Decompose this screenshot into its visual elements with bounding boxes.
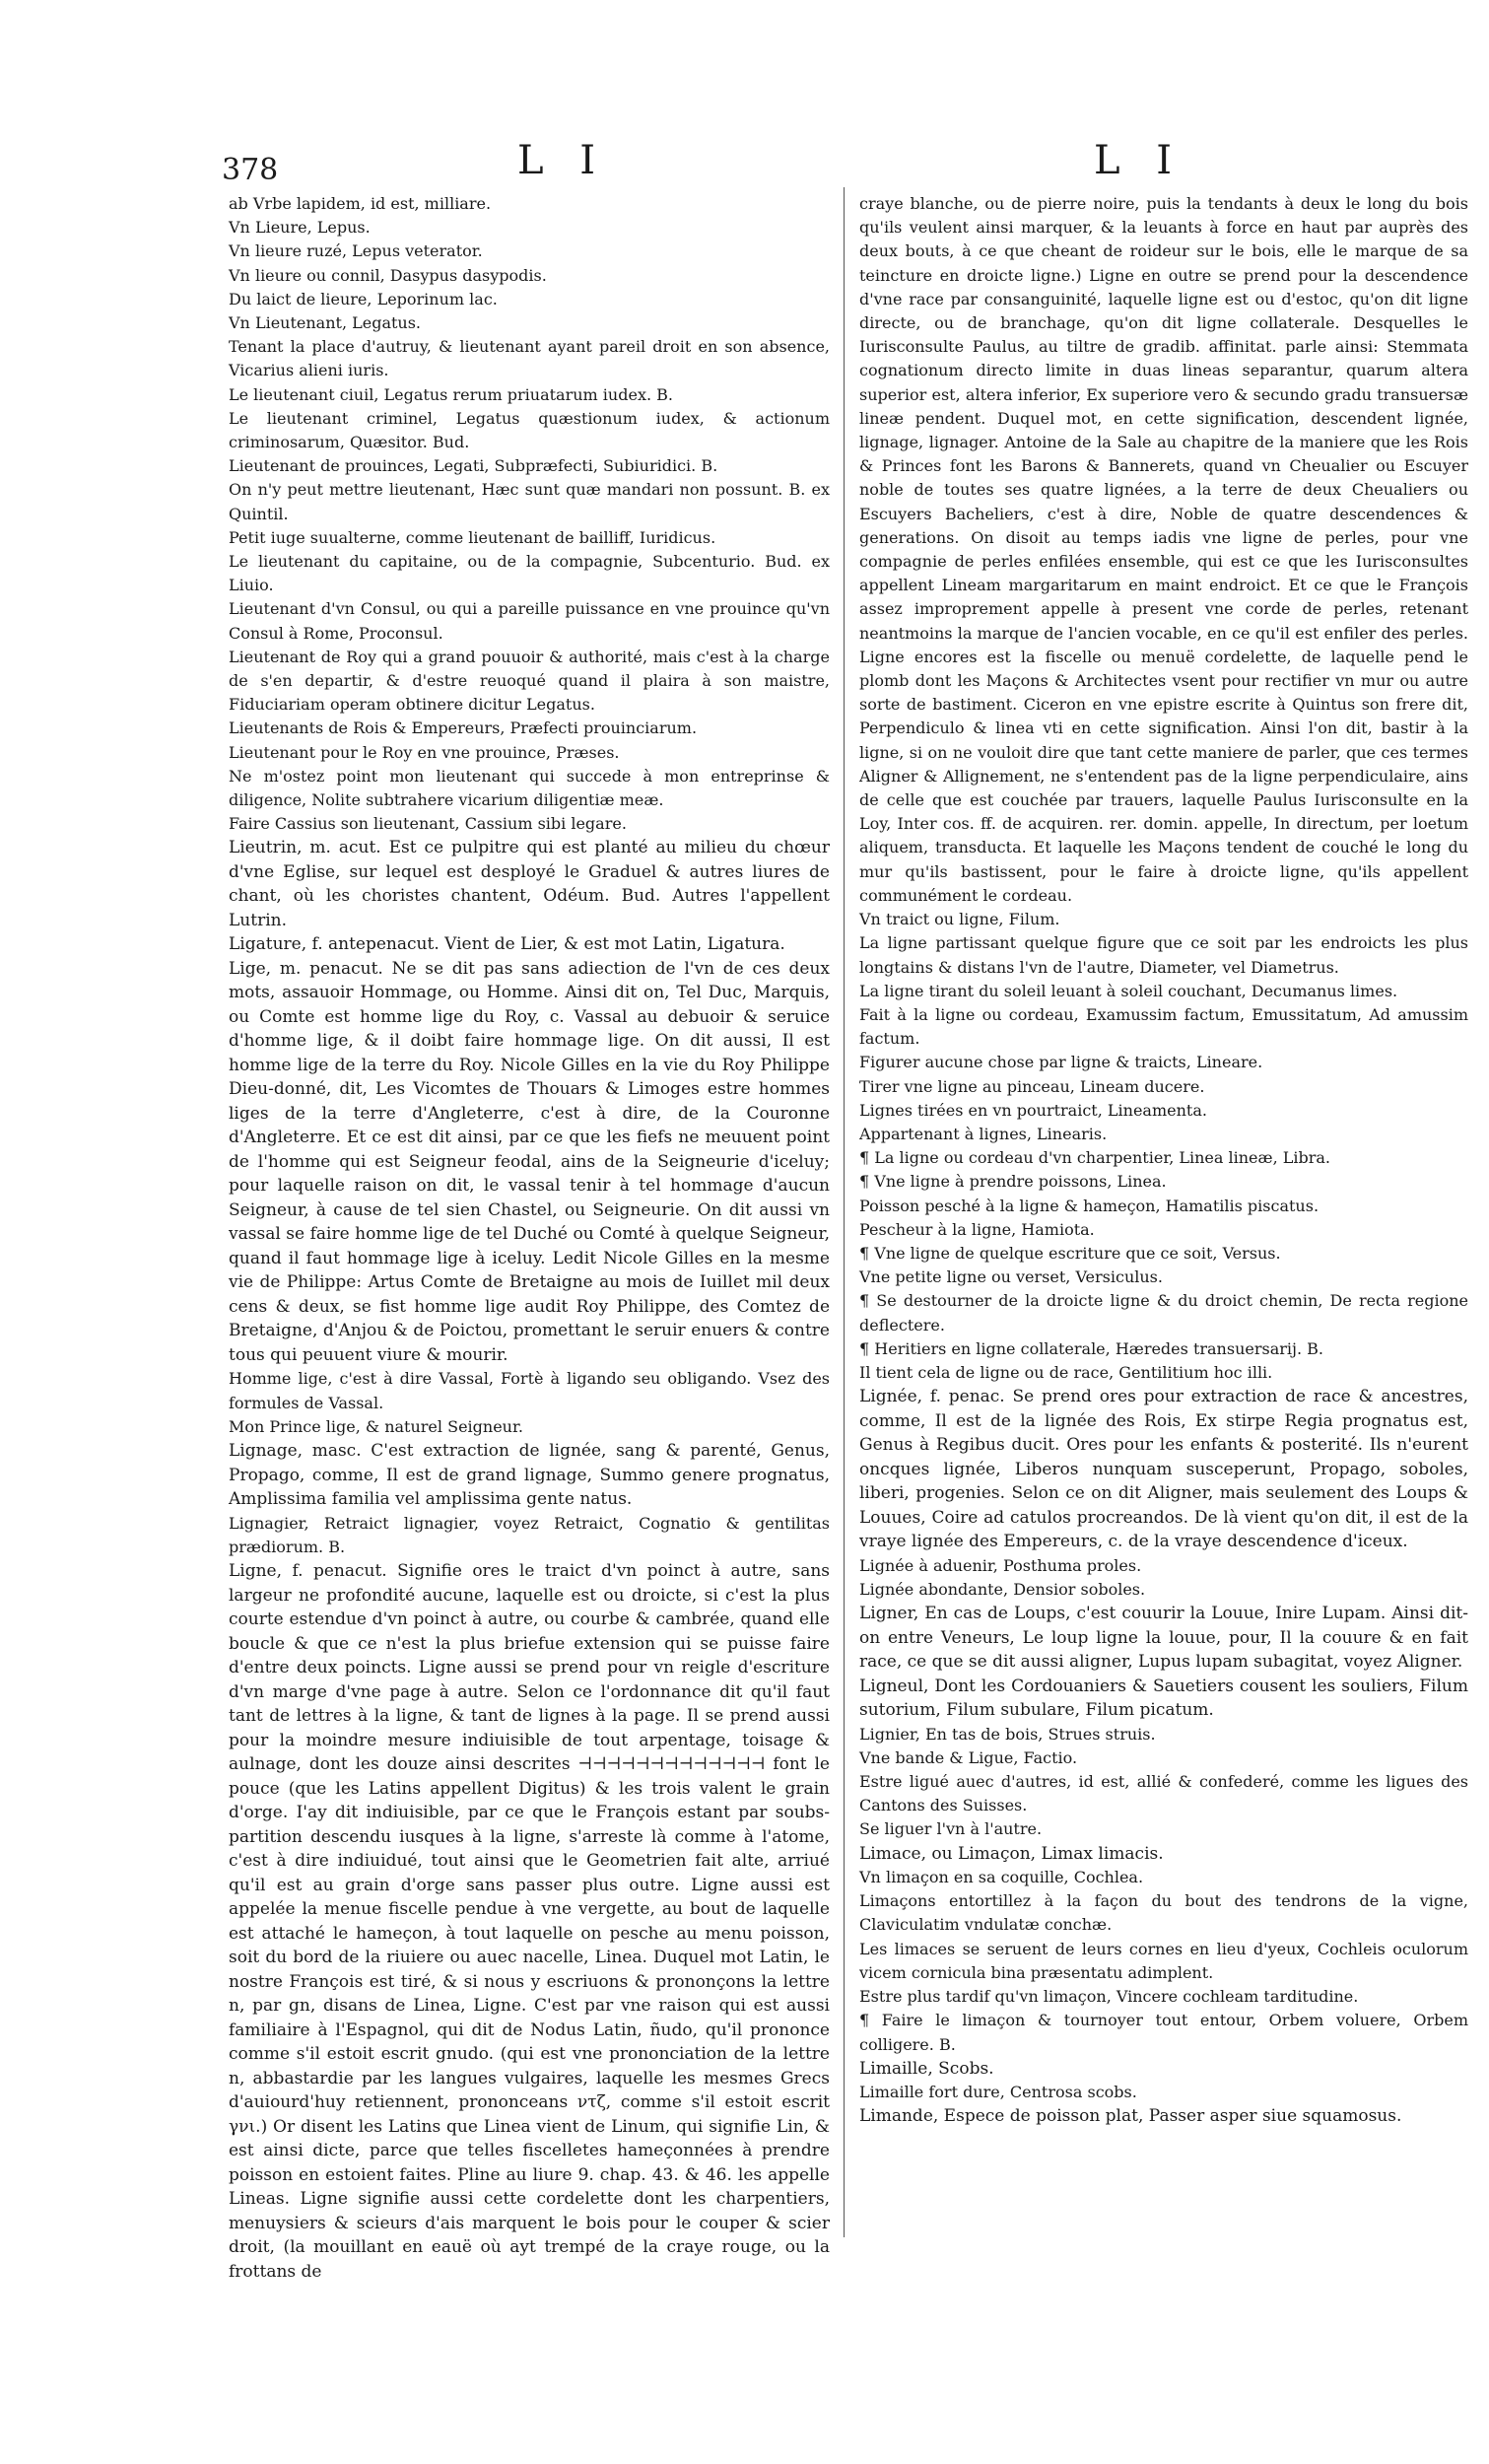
dictionary-entry: Faire Cassius son lieutenant, Cassium sibi legare. <box>229 814 627 834</box>
dictionary-entry: Lieutenant de prouinces, Legati, Subpræfecti, Subiuridici. B. <box>229 456 718 476</box>
dictionary-entry: Tenant la place d'autruy, & lieutenant ayant pareil droit en son absence, Vicarius alieni iuris. <box>229 337 830 380</box>
dictionary-entry: ¶ Faire le limaçon & tournoyer tout entour, Orbem voluere, Orbem colligere. B. <box>859 2011 1468 2054</box>
dictionary-entry: ¶ Vne ligne de quelque escriture que ce soit, Versus. <box>859 1243 1281 1263</box>
dictionary-entry: Limace, ou Limaçon, Limax limacis. <box>859 1843 1164 1864</box>
dictionary-entry: On n'y peut mettre lieutenant, Hæc sunt quæ mandari non possunt. B. ex Quintil. <box>229 480 830 523</box>
dictionary-entry: Lieutenant d'vn Consul, ou qui a pareille puissance en vne prouince qu'vn Consul à Rome, Proconsul. <box>229 599 830 643</box>
dictionary-entry: Lieutrin, m. acut. Est ce pulpitre qui est planté au milieu du chœur d'vne Eglise, sur lequel est desployé le Graduel & autres liures de chant, où les choristes chantent, Odéum. Bud. Autres l'appellent Lutrin. <box>229 838 830 930</box>
dictionary-entry: ¶ Se destourner de la droicte ligne & du droict chemin, De recta regione deflectere. <box>859 1291 1468 1335</box>
dictionary-entry: Vn lieure ou connil, Dasypus dasypodis. <box>229 265 547 285</box>
dictionary-entry: ¶ La ligne ou cordeau d'vn charpentier, Linea lineæ, Libra. <box>859 1148 1330 1168</box>
dictionary-entry: Ne m'ostez point mon lieutenant qui succede à mon entreprinse & diligence, Nolite subtrahere vicarium diligentiæ meæ. <box>229 766 830 810</box>
dictionary-entry: Lignagier, Retraict lignagier, voyez Retraict, Cognatio & gentilitas prædiorum. B. <box>229 1513 830 1556</box>
dictionary-entry: Limande, Espece de poisson plat, Passer asper siue squamosus. <box>859 2106 1402 2127</box>
dictionary-entry: Se liguer l'vn à l'autre. <box>859 1819 1043 1839</box>
right-column <box>859 192 1468 2129</box>
dictionary-entry: Le lieutenant du capitaine, ou de la compagnie, Subcenturio. Bud. ex Liuio. <box>229 552 830 595</box>
dictionary-entry: Mon Prince lige, & naturel Seigneur. <box>229 1416 523 1436</box>
dictionary-entry: Limaille, Scobs. <box>859 2058 994 2079</box>
dictionary-entry: Le lieutenant criminel, Legatus quæstionum iudex, & actionum criminosarum, Quæsitor. Bud. <box>229 408 830 452</box>
dictionary-entry: Figurer aucune chose par ligne & traicts, Lineare. <box>859 1053 1263 1072</box>
dictionary-entry: Poisson pesché à la ligne & hameçon, Hamatilis piscatus. <box>859 1196 1320 1215</box>
running-head-left: L I <box>517 138 608 183</box>
dictionary-entry: Lignée abondante, Densior soboles. <box>859 1579 1146 1599</box>
dictionary-entry: ¶ Heritiers en ligne collaterale, Hæredes transuersarij. B. <box>859 1338 1323 1358</box>
dictionary-entry: craye blanche, ou de pierre noire, puis la tendants à deux le long du bois qu'ils veulent ainsi marquer, & la leuants à force en haut par auprès des deux bouts, à ce que cheant de roideur sur le bois, elle le marque de sa teincture en droicte ligne.) Ligne en outre se prend pour la descendence d'vne race par consanguinité, laquelle ligne est ou d'estoc, qu'on dit ligne directe, ou de branchage, qu'on dit ligne collaterale. Desquelles le Iurisconsulte Paulus, au tiltre de gradib. affinitat. parle ainsi: Stemmata cognationum directo limite in duas lineas separantur, quarum altera superior est, altera inferior, Ex superiore vero & secundo gradu transuersæ lineæ pendent. Duquel mot, en cette signification, descendent lignée, lignage, lignager. Antoine de la Sale au chapitre de la maniere que les Rois & Princes font les Barons & Bannerets, quand vn Cheualier ou Escuyer noble de toutes ses quatre lignées, a la terre de deux Cheualiers ou Escuyers Bacheliers, c'est à dire, Noble de quatre descendences & generations. On disoit au temps iadis vne ligne de perles, pour vne compagnie de perles enfilées ensemble, qui est ce que les Iurisconsultes appellent Lineam margaritarum en maint endroict. Et ce que le François assez improprement appelle à present vne corde de perles, retenant neantmoins la marque de l'ancien vocable, en ce qu'il est enfiler des perles. Ligne encores est la fiscelle ou menuë cordelette, de laquelle pend le plomb dont les Maçons & Architectes vsent pour rectifier vn mur ou autre sorte de bastiment. Ciceron en vne epistre escrite à Quintus son frere dit, Perpendiculo & linea vti en cette signification. Ainsi l'on dit, bastir à la ligne, si on ne vouloit dire que tant cette maniere de parler, que ces termes Aligner & Allignement, ne s'entendent pas de la ligne perpendiculaire, ains de celle que est couchée par trauers, laquelle Paulus Iurisconsulte en la Loy, Inter cos. ff. de acquiren. rer. domin. appelle, In directum, per loetum aliquem, transducta. Et laquelle les Maçons tendent de couché le long du mur qu'ils bastissent, pour le faire à droicte ligne, qu'ils appellent communément le cordeau. <box>859 194 1468 905</box>
left-column <box>229 192 830 2284</box>
dictionary-entry: Fait à la ligne ou cordeau, Examussim factum, Emussitatum, Ad amussim factum. <box>859 1004 1468 1049</box>
dictionary-entry: Limaille fort dure, Centrosa scobs. <box>859 2083 1137 2102</box>
dictionary-entry: Tirer vne ligne au pinceau, Lineam ducere. <box>859 1076 1205 1096</box>
dictionary-entry: La ligne partissant quelque figure que ce soit par les endroicts les plus longtains & distans l'vn de l'autre, Diameter, vel Diametrus. <box>859 933 1468 977</box>
dictionary-entry: Lieutenant pour le Roy en vne prouince, Præses. <box>229 742 620 762</box>
page-number: 378 <box>222 153 279 187</box>
dictionary-entry: Vn limaçon en sa coquille, Cochlea. <box>859 1868 1144 1887</box>
dictionary-entry: Pescheur à la ligne, Hamiota. <box>859 1219 1095 1239</box>
dictionary-entry: Vn lieure ruzé, Lepus veterator. <box>229 241 483 261</box>
dictionary-entry: ¶ Vne ligne à prendre poissons, Linea. <box>859 1172 1167 1192</box>
dictionary-entry: Lignage, masc. C'est extraction de lignée, sang & parenté, Genus, Propago, comme, Il est de grand lignage, Summo genere prognatus, Amplissima familia vel amplissima gente natus. <box>229 1441 830 1510</box>
dictionary-entry: Ligature, f. antepenacut. Vient de Lier, & est mot Latin, Ligatura. <box>229 934 785 955</box>
dictionary-entry: Vne petite ligne ou verset, Versiculus. <box>859 1267 1163 1287</box>
dictionary-entry: Vn traict ou ligne, Filum. <box>859 910 1060 929</box>
column-rule <box>844 187 845 2237</box>
dictionary-entry: Lignée, f. penac. Se prend ores pour extraction de race & ancestres, comme, Il est de la lignée des Rois, Ex stirpe Regia prognatus est, Genus à Regibus ducit. Ores pour les enfants & posterité. Ils n'eurent oncques lignée, Liberos nunquam susceperunt, Propago, soboles, liberi, progenies. Selon ce on dit Aligner, mais seulement des Loups & Louues, Coire ad catulos procreandos. De là vient qu'on dit, il est de la vraye lignée des Empereurs, c. de la vraye descendence d'iceux. <box>859 1387 1468 1552</box>
dictionary-entry: Lignes tirées en vn pourtraict, Lineamenta. <box>859 1100 1207 1120</box>
dictionary-entry: Ligner, En cas de Loups, c'est couurir la Louue, Inire Lupam. Ainsi dit-on entre Veneurs, Le loup ligne la louue, pour, Il la couure & en fait race, ce que se dit aussi aligner, Lupus lupam subagitat, voyez Aligner. <box>859 1604 1468 1673</box>
dictionary-entry: Les limaces se seruent de leurs cornes en lieu d'yeux, Cochleis oculorum vicem cornicula bina præsentatu adimplent. <box>859 1939 1468 1982</box>
dictionary-entry: Lignier, En tas de bois, Strues struis. <box>859 1724 1156 1744</box>
running-head-right: L I <box>1094 138 1184 183</box>
dictionary-entry: Lieutenants de Rois & Empereurs, Præfecti prouinciarum. <box>229 719 698 738</box>
dictionary-entry: Homme lige, c'est à dire Vassal, Fortè à ligando seu obligando. Vsez des formules de Vassal. <box>229 1369 830 1412</box>
dictionary-entry: Vn Lieutenant, Legatus. <box>229 313 422 333</box>
dictionary-entry: Lignée à aduenir, Posthuma proles. <box>859 1555 1142 1575</box>
dictionary-entry: Lieutenant de Roy qui a grand pouuoir & authorité, mais c'est à la charge de s'en departir, & d'estre reuoqué quand il plaira à son maistre, Fiduciariam operam obtinere dicitur Legatus. <box>229 647 830 715</box>
dictionary-entry: Lige, m. penacut. Ne se dit pas sans adiection de l'vn de ces deux mots, assauoir Hommage, ou Homme. Ainsi dit on, Tel Duc, Marquis, ou Comte est homme lige du Roy, c. Vassal au debuoir & seruice d'homme lige, & il doibt faire hommage lige. On dit aussi, Il est homme lige de la terre du Roy. Nicole Gilles en la vie du Roy Philippe Dieu-donné, dit, Les Vicomtes de Thouars & Limoges estre hommes liges de la terre d'Angleterre, c'est à dire, de la Couronne d'Angleterre. Et ce est dit ainsi, par ce que les fiefs ne meuuent point de l'homme qui est Seigneur feodal, ains de la Seigneurie d'iceluy; pour laquelle raison on dit, le vassal tenir à tel hommage d'aucun Seigneur, à cause de tel sien Chastel, ou Seigneurie. On dit aussi vn vassal se faire homme lige de tel Duché ou Comté à quelque Seigneur, quand il faut hommage lige à iceluy. Ledit Nicole Gilles en la mesme vie de Philippe: Artus Comte de Bretaigne au mois de Iuillet mil deux cens & deux, se fist homme lige audit Roy Philippe, des Comtez de Bretaigne, d'Anjou & de Poictou, promettant le seruir enuers & contre tous qui peuuent viure & mourir. <box>229 958 830 1365</box>
dictionary-entry: Il tient cela de ligne ou de race, Gentilitium hoc illi. <box>859 1362 1273 1382</box>
dictionary-entry: Ligneul, Dont les Cordouaniers & Sauetiers cousent les souliers, Filum sutorium, Filum subulare, Filum picatum. <box>859 1676 1468 1721</box>
dictionary-entry: Vne bande & Ligue, Factio. <box>859 1747 1078 1767</box>
dictionary-entry: Estre ligué auec d'autres, id est, allié & confederé, comme les ligues des Cantons des Suisses. <box>859 1771 1468 1815</box>
dictionary-entry: Appartenant à lignes, Linearis. <box>859 1124 1108 1143</box>
dictionary-entry: Estre plus tardif qu'vn limaçon, Vincere cochleam tarditudine. <box>859 1987 1359 2007</box>
dictionary-entry: Ligne, f. penacut. Signifie ores le traict d'vn poinct à autre, sans largeur ne profondité aucune, laquelle est ou droicte, si c'est la plus courte estendue d'vn poinct à autre, ou courbe & cambrée, quand elle boucle & que ce n'est la plus briefue extension qui se puisse faire d'entre deux poincts. Ligne aussi se prend pour vn reigle d'escriture d'vn marge d'vne page à autre. Selon ce l'ordonnance dit qu'il faut tant de lettres à la ligne, & tant de lignes à la page. Il se prend aussi pour la moindre mesure indiuisible de tout arpentage, toisage & aulnage, dont les douze ainsi descrites ⊣⊣⊣⊣⊣⊣⊣⊣⊣⊣⊣⊣⊣ font le pouce (que les Latins appellent Digitus) & les trois valent le grain d'orge. I'ay dit indiuisible, par ce que le François estant par soubs-partition descendu iusques à la ligne, s'arreste là comme à l'atome, c'est à dire indiuidué, tout ainsi que le Geometrien fait alte, arriué qu'il est au grain d'orge sans passer plus outre. Ligne aussi est appelée la menue fiscelle pendue à vne vergette, au bout de laquelle est attaché le hameçon, à tout laquelle on pesche au menu poisson, soit du bord de la riuiere ou auec nacelle, Linea. Duquel mot Latin, le nostre François est tiré, & si nous y escriuons & prononçons la lettre n, par gn, disans de Linea, Ligne. C'est par vne raison qui est aussi familiaire à l'Espagnol, qui dit de Nodus Latin, ñudo, qu'il prononce comme s'il estoit escrit gnudo. (qui est vne prononciation de la lettre n, abbastardie par les langues vulgaires, laquelle les mesmes Grecs d'auiourd'huy retiennent, prononceans ντζ, comme s'il estoit escrit γνι.) Or disent les Latins que Linea vient de Linum, qui signifie Lin, & est ainsi dicte, parce que telles fiscelletes hameçonnées à prendre poisson en estoient faites. Pline au liure 9. chap. 43. & 46. les appelle Lineas. Ligne signifie aussi cette cordelette dont les charpentiers, menuysiers & scieurs d'ais marquent le bois pour le couper & scier droit, (la mouillant en eauë où ayt trempé de la craye rouge, ou la frottans de <box>229 1561 830 2282</box>
dictionary-entry: ab Vrbe lapidem, id est, milliare. <box>229 194 492 213</box>
dictionary-entry: Petit iuge suualterne, comme lieutenant de bailliff, Iuridicus. <box>229 527 716 547</box>
dictionary-entry: Le lieutenant ciuil, Legatus rerum priuatarum iudex. B. <box>229 384 673 404</box>
dictionary-entry: Limaçons entortillez à la façon du bout des tendrons de la vigne, Claviculatim vndulatæ conchæ. <box>859 1891 1468 1935</box>
dictionary-entry: La ligne tirant du soleil leuant à soleil couchant, Decumanus limes. <box>859 981 1398 1000</box>
dictionary-entry: Vn Lieure, Lepus. <box>229 218 371 238</box>
dictionary-entry: Du laict de lieure, Leporinum lac. <box>229 289 498 308</box>
